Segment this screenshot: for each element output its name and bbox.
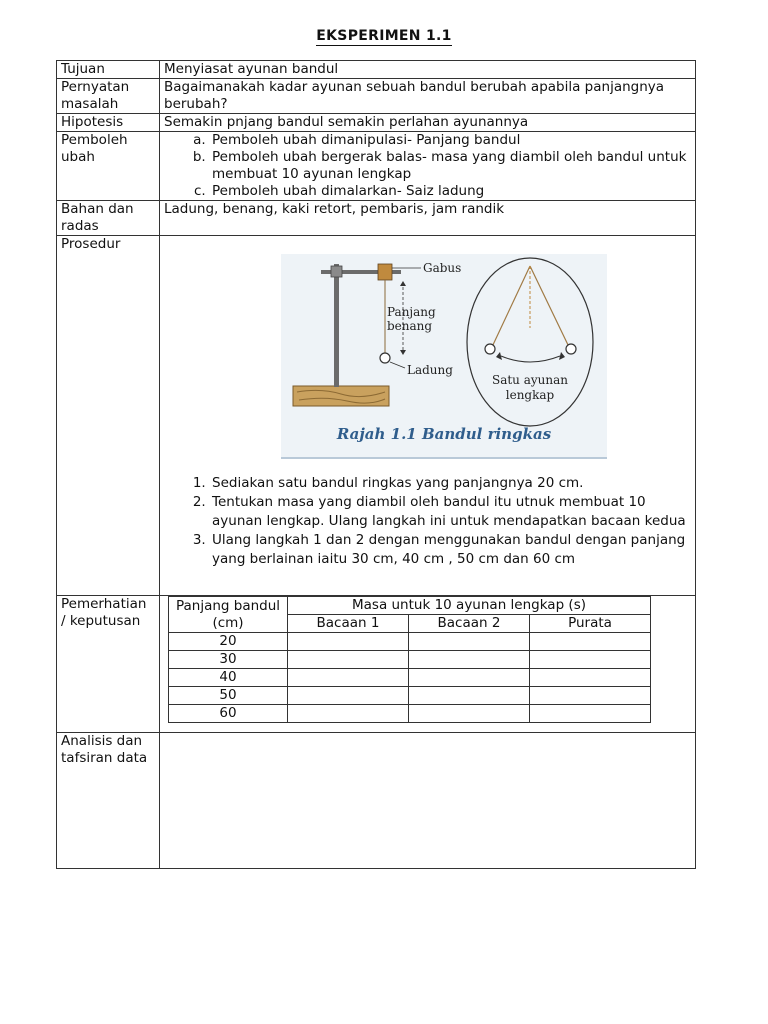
bacaan-2-cell[interactable] [409, 669, 530, 687]
swing-bob-right [566, 344, 576, 354]
swing-string-right [530, 266, 569, 347]
bacaan-1-cell[interactable] [288, 669, 409, 687]
col-header-purata: Purata [530, 615, 651, 633]
ladung-pointer [390, 362, 405, 368]
col-header-length: Panjang bandul (cm) [169, 597, 288, 633]
length-cell: 30 [169, 651, 288, 669]
label-tujuan: Tujuan [57, 61, 160, 79]
bacaan-2-cell[interactable] [409, 705, 530, 723]
label-prosedur: Prosedur [57, 236, 160, 596]
observation-table [168, 596, 651, 723]
bacaan-1-cell[interactable] [288, 633, 409, 651]
swing-string-left [492, 266, 530, 347]
label-panjang-1: Panjang [387, 305, 436, 319]
value-pemerhatian [160, 596, 696, 733]
procedure-step: 1. Sediakan satu bandul ringkas yang panjangnya 20 cm. [210, 474, 691, 493]
wooden-base [293, 386, 389, 406]
label-gabus: Gabus [423, 261, 462, 275]
length-cell: 40 [169, 669, 288, 687]
value-hipotesis: Semakin pnjang bandul semakin perlahan ayunannya [160, 114, 696, 132]
purata-cell[interactable] [530, 705, 651, 723]
bacaan-2-cell[interactable] [409, 687, 530, 705]
length-cell: 20 [169, 633, 288, 651]
bacaan-2-cell[interactable] [409, 633, 530, 651]
label-bahan: Bahan dan radas [57, 201, 160, 236]
purata-cell[interactable] [530, 687, 651, 705]
procedure-step: 3. Ulang langkah 1 dan 2 dengan menggunakan bandul dengan panjang yang berlainan iaitu 30 cm, 40 cm , 50 cm dan 60 cm [210, 531, 691, 569]
bacaan-2-cell[interactable] [409, 651, 530, 669]
bacaan-1-cell[interactable] [288, 651, 409, 669]
label-analisis: Analisis dan tafsiran data [57, 733, 160, 869]
table-row [169, 669, 651, 687]
purata-cell[interactable] [530, 669, 651, 687]
value-pemboleh [160, 132, 696, 201]
value-analisis[interactable] [160, 733, 696, 869]
page-title: EKSPERIMEN 1.1 [316, 28, 452, 44]
bacaan-1-cell[interactable] [288, 705, 409, 723]
figure-caption: Rajah 1.1 Bandul ringkas [336, 425, 552, 443]
table-row [169, 651, 651, 669]
cork [378, 264, 392, 280]
label-panjang-2: benang [387, 319, 433, 333]
label-satu-ayunan-1: Satu ayunan [491, 373, 569, 387]
variable-manipulated: a. Pemboleh ubah dimanipulasi- Panjang bandul [210, 132, 691, 149]
retort-rod [334, 264, 339, 387]
procedure-steps [164, 474, 691, 569]
table-row [169, 687, 651, 705]
label-pemboleh: Pemboleh ubah [57, 132, 160, 201]
purata-cell[interactable] [530, 651, 651, 669]
label-hipotesis: Hipotesis [57, 114, 160, 132]
label-ladung: Ladung [407, 363, 453, 377]
pendulum-bob [380, 353, 390, 363]
variable-responding: b. Pemboleh ubah bergerak balas- masa yang diambil oleh bandul untuk membuat 10 ayunan lengkap [210, 149, 691, 183]
table-row [169, 705, 651, 723]
table-row [169, 633, 651, 651]
value-tujuan: Menyiasat ayunan bandul [160, 61, 696, 79]
pendulum-figure [281, 254, 607, 459]
length-cell: 50 [169, 687, 288, 705]
boss-clamp [331, 266, 342, 277]
swing-bob-left [485, 344, 495, 354]
value-pernyataan: Bagaimanakah kadar ayunan sebuah bandul berubah apabila panjangnya berubah? [160, 79, 696, 114]
swing-arc [501, 356, 560, 362]
value-bahan: Ladung, benang, kaki retort, pembaris, jam randik [160, 201, 696, 236]
label-pernyataan: Pernyatan masalah [57, 79, 160, 114]
experiment-table [56, 60, 696, 869]
col-header-bacaan-1: Bacaan 1 [288, 615, 409, 633]
value-prosedur [160, 236, 696, 596]
variable-constant: c. Pemboleh ubah dimalarkan- Saiz ladung [210, 183, 691, 200]
length-arrow-top [400, 281, 406, 286]
length-cell: 60 [169, 705, 288, 723]
col-header-time: Masa untuk 10 ayunan lengkap (s) [288, 597, 651, 615]
purata-cell[interactable] [530, 633, 651, 651]
variables-list [164, 132, 691, 200]
label-pemerhatian: Pemerhatian / keputusan [57, 596, 160, 733]
col-header-bacaan-2: Bacaan 2 [409, 615, 530, 633]
label-satu-ayunan-2: lengkap [505, 388, 555, 402]
bacaan-1-cell[interactable] [288, 687, 409, 705]
procedure-step: 2. Tentukan masa yang diambil oleh bandul itu utnuk membuat 10 ayunan lengkap. Ulang langkah ini untuk mendapatkan bacaan kedua [210, 493, 691, 531]
length-arrow-bottom [400, 350, 406, 355]
